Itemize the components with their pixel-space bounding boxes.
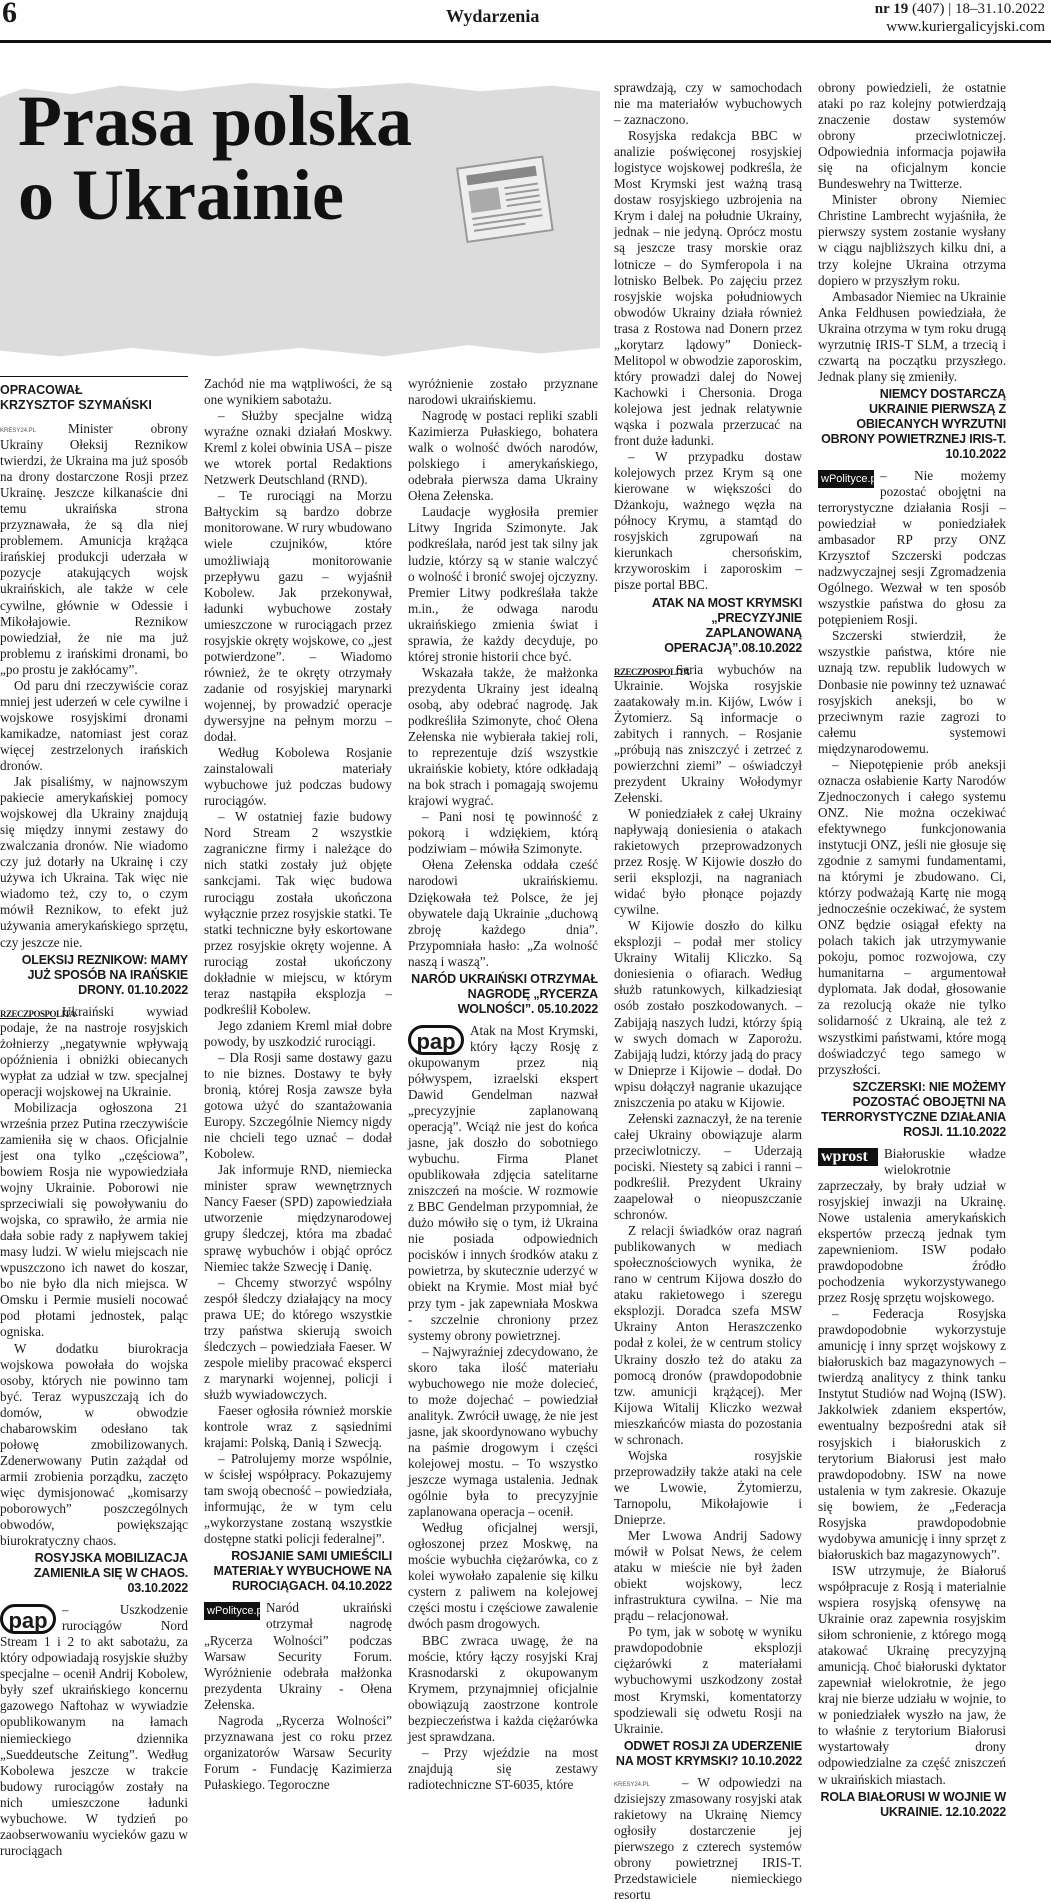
pap-logo: pap	[0, 1604, 56, 1634]
page-title-line2: o Ukrainie	[18, 155, 345, 235]
article-paragraph: – Te rurociągi na Morzu Bałtyckim są bardzo dobrze monitorowane. W rury wbudowano wiele czujników, które umożliwiają monitorowanie przepływu gazu – wyjaśnił Kobolew. Jak przekonywał, ładunki wybuchowe zostały umieszczone w rurociągach przez rosyjskie okręty wojskowe, co „jest potwierdzone”. – Wiadomo również, że te okręty otrzymały zadanie od rosyjskiej marynarki wojennej, by prowadzić operacje dywersyjne na pełnym morzu – dodał.	[204, 488, 392, 745]
article-paragraph: Jak pisaliśmy, w najnowszym pakiecie amerykańskiej pomocy wojskowej dla Ukrainy znajdują się między innymi zestawy do zwalczania dronów. Nie wiadomo czy już dotarły na Ukrainę i czy używa ich Ukraina. Tak więc nie wiadomo też, czy to, o czym mówił Reznikow, to efekt już używania amerykańskiego sprzętu, czy jeszcze nie.	[0, 774, 188, 950]
article-paragraph: Faeser ogłosiła również morskie kontrole wraz z sąsiednimi krajami: Polską, Danią i Szwecją.	[204, 1403, 392, 1451]
article-paragraph: wyróżnienie zostało przyznane narodowi ukraińskiemu.	[408, 376, 598, 408]
column-5	[818, 80, 1006, 1826]
newspaper-icon	[452, 150, 562, 250]
column-1	[0, 376, 188, 1859]
article-paragraph: Jak informuje RND, niemiecka minister spraw wewnętrznych Nancy Faeser (SPD) zapowiedziała utworzenie międzynarodowej grupy śledczej, która ma zbadać sprawę wybuchów i objąć oprócz Niemiec także Szwecję i Danię.	[204, 1162, 392, 1274]
article-paragraph: – Dla Rosji same dostawy gazu to nie biznes. Dostawy te były bronią, której Rosja zawsze była gotowa użyć do szantażowania Europy. Szczególnie Niemcy nigdy nie chcieli tego uznać – dodał Kobolew.	[204, 1049, 392, 1162]
wpolityce-logo: wPolityce.pl	[204, 1602, 260, 1620]
article-paragraph: RZECZPOSPOLITA Ukraiński wywiad podaje, że na nastroje rosyjskich żołnierzy „negatywnie wpływają opóźnienia i obniżki obiecanych wypłat za udział w tzw. specjalnej operacji wojskowej na Ukrainie.	[0, 1003, 188, 1099]
issue-number: nr 19	[874, 1, 909, 17]
article-paragraph: Nagrodę w postaci repliki szabli Kazimierza Pułaskiego, bohatera walk o wolność dwóch narodów, polskiego i amerykańskiego, odebrała pierwsza dama Ukrainy Ołena Zełenska.	[408, 408, 598, 504]
article-paragraph: – Służby specjalne widzą wyraźne oznaki działań Moskwy. Kreml z kolei obwinia USA – pisze we wtorek portal Redaktions Netzwerk Deutschland (RND).	[204, 408, 392, 488]
rzeczpospolita-logo: RZECZPOSPOLITA	[0, 1006, 56, 1019]
article-paragraph: Wskazała także, że małżonka prezydenta Ukrainy jest idealną osobą, aby odebrać nagrodę. Jak podkreśliła Szimonyte, choć Ołena Zełenska nie wybierała takiej roli, to reprezentuje dziś wszystkie ukraińskie kobiety, które odkładają na bok strach i pomagają swojemu krajowi wygrać.	[408, 664, 598, 809]
article-headline: ATAK NA MOST KRYMSKI „PRECYZYJNIE ZAPLANOWANĄ OPERACJĄ”.08.10.2022	[651, 595, 802, 655]
article-headline: ROSJANIE SAMI UMIEŚCILI MATERIAŁY WYBUCHOWE NA RUROCIĄGACH. 04.10.2022	[213, 1549, 392, 1594]
column-2	[204, 376, 392, 1793]
website-link[interactable]: www.kuriergalicyjski.com	[886, 19, 1045, 35]
article-paragraph: KRESY24.PL Minister obrony Ukrainy Ołeksij Reznikow twierdzi, że Ukraina ma już sposób na drony dostarczone Rosji przez Ukrainę. Jeszcze kilkanaście dni temu ukraińska strona przyznawała, że są dla niej problemem. Amunicja krążąca irańskiej produkcji uderzała w pozycje atakujących wojsk ukraińskich, ale także w cele cywilne, głównie w Odessie i Mikołajowie. Reznikow powiedział, że nie ma już problemu z irańskimi dronami, bo „po prostu je zakłócamy”.	[0, 421, 188, 677]
article-paragraph: KRESY24.PL – W odpowiedzi na dzisiejszy zmasowany rosyjski atak rakietowy na Ukrainę Niemcy ogłosiły dostarczenie jej pierwszego z czterech systemów obrony powietrznej IRIS-T. Przedstawiciele niemieckiego resortu	[614, 1774, 802, 1902]
article-paragraph: pap Atak na Most Krymski, który łączy Rosję z okupowanym przez nią półwyspem, izraelski ekspert Dawid Gendelman nazwał „precyzyjnie zaplanowaną operacją”. Wciąż nie jest do końca jasne, jak doszło do sobotniego wybuchu. Firma Planet opublikowała zdjęcia satelitarne zniszczeń na moście. W rozmowie z BBC Gendelman przypomniał, że dużo mówiło się o tym, iż Ukraina nie posiada odpowiednich pocisków i innych środków ataku z powietrza, by skutecznie uderzyć w obiekt na Krymie. Most miał być przy tym - jak zapewniała Moskwa - szczelnie chroniony przez systemy obrony powietrznej.	[408, 1022, 598, 1343]
article-paragraph: – Przy wjeździe na most znajdują się zestawy radiotechniczne ST-6035, które	[408, 1744, 598, 1792]
kresy-logo: KRESY24.PL	[0, 428, 37, 434]
article-paragraph: Według Kobolewa Rosjanie zainstalowali materiały wybuchowe już podczas budowy rurociągów.	[204, 745, 392, 809]
article-paragraph: – Niepotępienie prób aneksji oznacza osłabienie Karty Narodów Zjednoczonych i całego systemu ONZ. Nie można oczekiwać efektywnego funkcjonowania instytucji ONZ, jeśli nie głosuje się zgodnie z samymi fundamentami, na którymi je zbudowano. Ci, którzy podważają Kartę nie mogą jednocześnie oczekiwać, że system ONZ będzie osiągał efekty na polach takich jak utrzymywanie pokoju, pomoc rozwojowa, czy humanitarna – argumentował dyplomata. Jak dodał, głosowanie za rezolucją okaże nie tylko solidarność z Ukrainą, ale też z wszystkimi państwami, które mogą doświadczyć tego samego w przyszłości.	[818, 756, 1006, 1077]
header-divider	[0, 40, 1051, 43]
article-paragraph: – Patrolujemy morze wspólnie, w ścisłej współpracy. Pokazujemy tam swoją obecność – powiedziała, informując, że w tym celu „wykorzystane zostaną wszystkie dostępne statki policji federalnej”.	[204, 1451, 392, 1547]
article-paragraph: BBC zwraca uwagę, że na moście, który łączy rosyjski Kraj Krasnodarski z okupowanym Krymem, przynajmniej oficjalnie obowiązują zaostrzone kontrole bezpieczeństwa i każda ciężarówka jest sprawdzana.	[408, 1632, 598, 1744]
article-paragraph: Według oficjalnej wersji, ogłoszonej przez Moskwę, na moście wybuchła ciężarówka, co z kolei wywołało zapalenie się kilku cystern z paliwem na kolejowej części mostu i częściowe zawalenie dwóch pasm drogowych.	[408, 1520, 598, 1632]
article-paragraph: – Federacja Rosyjska prawdopodobnie wykorzystuje amunicję i inny sprzęt wojskowy z białoruskich baz magazynowych – twierdzą analitycy z think tanku Instytut Studiów nad Wojną (ISW). Jakkolwiek zdaniem ekspertów, ewentualny bezpośredni atak sił rosyjskich i białoruskich z terytorium Białorusi jest mało prawdopodobny. ISW na nowe ustalenia w tym zakresie. Okazuje się bowiem, że „Federacja Rosyjska prawdopodobnie wydobywa amunicję i inny sprzęt z białoruskich baz magazynowych”.	[818, 1306, 1006, 1562]
article-paragraph: – Pani nosi tę powinność z pokorą i wdziękiem, którą podziwiam – mówiła Szimonyte.	[408, 809, 598, 857]
page-title	[18, 81, 413, 235]
article-paragraph: Zełenski zaznaczył, że na terenie całej Ukrainy obowiązuje alarm przeciwlotniczy. – Uderzają pociski. Niestety są zabici i ranni – podkreślił. Prezydent Ukrainy zaapelował o nieopuszczanie schronów.	[614, 1110, 802, 1223]
article-paragraph: W dodatku biurokracja wojskowa powołała do wojska osoby, których nie powinno tam być. Teraz wypuszczają ich do domów, w obwodzie chabarowskim odesłano tak połowę zmobilizowanych. Zdenerwowany Putin zażądał od armii zrobienia porządku, zaczęto więc dymisjonować „komisarzy poborowych” poszczególnych obwodów, powiększając biurokratyczny chaos.	[0, 1340, 188, 1549]
wprost-logo: wprost	[818, 1148, 878, 1166]
column-4	[614, 80, 802, 1903]
article-paragraph: wprost Białoruskie władze wielokrotnie zaprzeczały, by brały udział w rosyjskiej inwazji na Ukrainę. Nowe ustalenia amerykańskich ekspertów przeczą jednak tym zapewnieniom. ISW podało prawdopodobne źródło pochodzenia wykorzystywanego przez Rosję sprzętu wojskowego.	[818, 1145, 1006, 1306]
page-title-line1: Prasa polska	[18, 81, 413, 161]
article-paragraph: – W ostatniej fazie budowy Nord Stream 2 wszystkie zagraniczne firmy i należące do nich statki zostały już objęte sankcjami. Tak więc budowa rurociągu została ukończona wyłącznie przez rosyjskie statki. Te statki techniczne były eskortowane przez rosyjskie okręty wojenne. A rurociąg został ukończony dokładnie w miejscu, w którym teraz nastąpiła eksplozja – podkreślił Kobolew.	[204, 809, 392, 1017]
article-paragraph: sprawdzają, czy w samochodach nie ma materiałów wybuchowych – zaznaczono.	[614, 80, 802, 128]
article-headline: OLEKSIJ REZNIKOW: MAMY JUŻ SPOSÓB NA IRAŃSKIE DRONY. 01.10.2022	[21, 952, 188, 997]
article-paragraph: obrony powiedzieli, że ostatnie ataki po raz kolejny potwierdzają znaczenie dostaw systemów obrony przeciwlotniczej. Odpowiednia informacja pojawiła się na oficjalnym koncie Bundeswehry na Twitterze.	[818, 80, 1006, 192]
article-paragraph: Minister obrony Niemiec Christine Lambrecht wyjaśniła, że pierwszy system zostanie wysłany w ciągu najbliższych kilku dni, a trzy kolejne Ukraina otrzyma dopiero w przyszłym roku.	[818, 192, 1006, 288]
article-paragraph: pap – Uszkodzenie rurociągów Nord Stream 1 i 2 to akt sabotażu, za który odpowiadają rosyjskie służby specjalne – ocenił Andrij Kobolew, były szef ukraińskiego koncernu gazowego Naftohaz w wywiadzie opublikowanym na łamach niemieckiego dziennika „Sueddeutsche Zeitung”. Według Kobolewa jeszcze w trakcie budowy rurociągów zostały na nich umieszczone ładunki wybuchowe. W tydzień po zaobserwowaniu wycieków gazu w rurociągach	[0, 1602, 188, 1858]
page-header	[0, 0, 1051, 44]
article-paragraph: W poniedziałek z całej Ukrainy napływają doniesienia o atakach rakietowych przeprowadzonych przez Rosję. W Kijowie doszło do serii eksplozji, na nagraniach widać było płonące pojazdy cywilne.	[614, 805, 802, 918]
article-headline: NIEMCY DOSTARCZĄ UKRAINIE PIERWSZĄ Z OBIECANYCH WYRZUTNI OBRONY POWIETRZNEJ IRIS-T. 10.10.2022	[821, 386, 1006, 461]
article-paragraph: Laudacje wygłosiła premier Litwy Ingrida Szimonyte. Jak podkreślała, naród jest tak silny jak ludzie, którzy są w stanie walczyć o wolność i bronić swojej ojczyzny. Premier Litwy podkreślała także m.in., że odwaga narodu ukraińskiego zmienia świat i sprawia, że każdy decyduje, po której stronie historii chce być.	[408, 504, 598, 664]
byline-author: KRZYSZTOF SZYMAŃSKI	[0, 398, 152, 412]
article-headline: NARÓD UKRAIŃSKI OTRZYMAŁ NAGRODĘ „RYCERZA WOLNOŚCI”. 05.10.2022	[411, 971, 598, 1016]
column-3	[408, 376, 598, 1793]
article-paragraph: wPolityce.pl Naród ukraiński otrzymał nagrodę „Rycerza Wolności” podczas Warsaw Security Forum. Wyróżnienie odebrała małżonka prezydenta Ukrainy - Ołena Zełenska.	[204, 1600, 392, 1712]
article-paragraph: Od paru dni rzeczywiście coraz mniej jest uderzeń w cele cywilne i wojskowe rosyjskimi dronami kamikadze, natomiast jest coraz więcej zestrzelonych irańskich dronów.	[0, 677, 188, 773]
page-number: 6	[2, 0, 17, 29]
article-paragraph: RZECZPOSPOLITA Seria wybuchów na Ukrainie. Wojska rosyjskie zaatakowały m.in. Kijów, Lwów i Żytomierz. Są informacje o zabitych i rannych. – Rosjanie „próbują nas zniszczyć i zetrzeć z powierzchni ziemi” – oświadczył prezydent Ukrainy Wołodymyr Zełenski.	[614, 661, 802, 805]
article-paragraph: Ołena Zełenska oddała cześć narodowi ukraińskiemu. Dziękowała też Polsce, że jej obywatele dają Ukrainie „duchową zbroję każdego dnia”. Przypomniała hasło: „Za wolność naszą i waszą”.	[408, 857, 598, 969]
article-paragraph: Wojska rosyjskie przeprowadziły także ataki na cele we Lwowie, Żytomierzu, Tarnopolu, Mikołajowie i Dnieprze.	[614, 1447, 802, 1527]
article-paragraph: Jego zdaniem Kreml miał dobre powody, by uszkodzić rurociągi.	[204, 1017, 392, 1049]
wpolityce-logo: wPolityce.pl	[818, 470, 874, 488]
section-title: Wydarzenia	[446, 6, 540, 26]
article-headline: SZCZERSKI: NIE MOŻEMY POZOSTAĆ OBOJĘTNI NA TERRORYSTYCZNE DZIAŁANIA ROSJI. 11.10.2022	[820, 1079, 1006, 1139]
article-paragraph: Szczerski stwierdził, że wszystkie państwa, które nie uznają tzw. republik ludowych w Donbasie nie powinny też uznawać rosyjskich aneksji, bo w przeciwnym razie zagrozi to całemu systemowi międzynarodowemu.	[818, 628, 1006, 756]
article-paragraph: Nagroda „Rycerza Wolności” przyznawana jest co roku przez organizatorów Warsaw Security Forum - Fundację Kazimierza Pułaskiego. Tegoroczne	[204, 1712, 392, 1792]
issue-date: (407) | 18–31.10.2022	[908, 1, 1045, 17]
byline-label: OPRACOWAŁ	[0, 383, 83, 397]
article-paragraph: ISW utrzymuje, że Białoruś współpracuje z Rosją i materialnie wspiera rosyjską ofensywę na Ukrainie oraz zapewnia rosyjskim siłom schronienie, z którego mogą atakować Ukrainę precyzyjną amunicją. Choć białoruski dyktator zapewniał wielokrotnie, że jego kraj nie bierze udziału w wojnie, to w poniedziałek wyszło na jaw, że to właśnie z terytorium Białorusi wystartowały drony odpowiedzialne za część zniszczeń w ukraińskich miastach.	[818, 1562, 1006, 1787]
pap-logo: pap	[408, 1025, 464, 1055]
article-paragraph: – Najwyraźniej zdecydowano, że skoro taka ilość materiału wybuchowego nie może dolecieć, to może dojechać – powiedział analityk. Zwrócił uwagę, że nie jest jasne, jak skoordynowano wybuchy na paśmie drogowym i części kolejowej mostu. – To wszystko jeszcze wymaga ustalenia. Jednak ogólnie była to precyzyjnie zaplanowana operacja – ocenił.	[408, 1343, 598, 1520]
article-paragraph: wPolityce.pl – Nie możemy pozostać obojętni na terrorystyczne działania Rosji – powiedział w poniedziałek ambasador RP przy ONZ Krzysztof Szczerski podczas nadzwyczajnej sesji Zgromadzenia Ogólnego. Wezwał w ten sposób wszystkie państwa do głosu za potępieniem Rosji.	[818, 467, 1006, 628]
article-headline: ODWET ROSJI ZA UDERZENIE NA MOST KRYMSKI? 10.10.2022	[615, 1738, 802, 1768]
article-paragraph: Ambasador Niemiec na Ukrainie Anka Feldhusen powiedziała, że Ukraina otrzyma w tym roku drugą wyrzutnię IRIS-T SLM, a trzecią i czwartą na początku przyszłego. Jednak plany się zmieniły.	[818, 288, 1006, 384]
article-paragraph: – W przypadku dostaw kolejowych przez Krym są one kierowane w większości do Dżankoju, ważnego węzła na północy Krymu, a stamtąd do rosyjskich zgrupowań na kierunkach chersońskim, krzyworoskim i zaporoskim – pisze portal BBC.	[614, 449, 802, 593]
article-paragraph: Mobilizacja ogłoszona 21 września przez Putina rzeczywiście zamieniła się w chaos. Oficjalnie jest ona tylko „częściowa”, bowiem Rosja nie wypowiedziała wojny Ukrainie. Poborowi nie sprzeciwiali się powoływaniu do wojska, co sprawiło, że armia nie dała sobie rady z napływem takiej masy ludzi. W wielu miejscach nie wpuszczono ich nawet do koszar, bo nie było dla nich miejsca. W Omsku i Permie musieli nocować pod płotami jednostek, paląc ogniska.	[0, 1099, 188, 1340]
article-paragraph: – Chcemy stworzyć wspólny zespół śledczy działający na mocy prawa UE; do którego wszystkie trzy państwa skierują swoich śledczych – powiedziała Faeser. W zespole mieliby pracować eksperci z marynarki wojennej, policji i służb wywiadowczych.	[204, 1274, 392, 1402]
byline	[0, 376, 188, 413]
article-paragraph: W Kijowie doszło do kilku eksplozji – podał mer stolicy Ukrainy Witalij Kliczko. Są doniesienia o ofiarach. Według służb ratunkowych, kilkadziesiąt osób zostało poszkodowanych. – Zabijają naszych ludzi, którzy śpią w swych domach w Zaporożu. Zabijają ludzi, którzy jadą do pracy w Dnieprze i Kijowie – dodał. Do wpisu dołączył nagranie ukazujące zniszczenia po ataku w Kijowie.	[614, 918, 802, 1110]
issue-info	[875, 0, 1045, 36]
article-headline: ROLA BIAŁORUSI W WOJNIE W UKRAINIE. 12.10.2022	[820, 1789, 1006, 1819]
article-headline: ROSYJSKA MOBILIZACJA ZAMIENIŁA SIĘ W CHAOS. 03.10.2022	[33, 1551, 188, 1596]
article-paragraph: Po tym, jak w sobotę w wyniku prawdopodobnie eksplozji ciężarówki z materiałami wybuchowymi uszkodzony został most Krymski, komentatorzy spodziewali się odwetu Rosji na Ukrainie.	[614, 1624, 802, 1736]
article-paragraph: Zachód nie ma wątpliwości, że są one wynikiem sabotażu.	[204, 376, 392, 408]
kresy-logo: KRESY24.PL	[614, 1781, 651, 1788]
article-paragraph: Mer Lwowa Andrij Sadowy mówił w Polsat News, że celem ataku w mieście nie był żaden obiekt wojskowy, lecz infrastruktura cywilna. – Nie ma prądu – relacjonował.	[614, 1528, 802, 1624]
article-paragraph: Z relacji świadków oraz nagrań publikowanych w mediach społecznościowych wynika, że rano w centrum Kijowa doszło do ataku rakietowego i szeregu eksplozji. Doradca szefa MSW Ukrainy Anton Heraszczenko podał z kolei, że w centrum stolicy Ukrainy doszło też do ataku za pomocą dronów (prawdopodobnie tzw. amunicji krążącej). Mer Kijowa Witalij Kliczko wezwał mieszkańców miasta do pozostania w schronach.	[614, 1223, 802, 1447]
rzeczpospolita-logo: RZECZPOSPOLITA	[614, 664, 670, 677]
article-paragraph: Rosyjska redakcja BBC w analizie poświęconej rosyjskiej logistyce wojskowej podkreśla, że Most Krymski jest ważną trasą dostaw rosyjskiego uzbrojenia na Krym i dalej na południe Ukrainy, jednak – nie jedyną. Oprócz mostu są jeszcze trasy morskie oraz lotnicze – do Symferopola i na lotnisko Belbek. Po zajęciu przez rosyjskie wojska południowych obwodów Ukrainy działa również trasa z Rostowa nad Donern przez „korytarz lądowy” Donieck-Melitopol w obwodzie zaporoskim, który prowadzi dalej do Nowej Kachowki i Chersonia. Droga kolejowa jest jednak relatywnie wąska i pozwala przerzucać na front duże ładunki.	[614, 128, 802, 449]
